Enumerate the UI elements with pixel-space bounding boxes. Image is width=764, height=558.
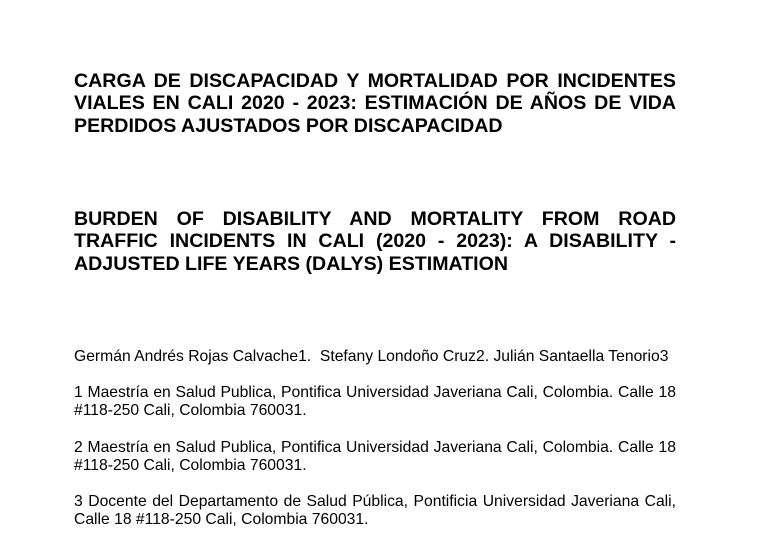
english-title-line-3: ADJUSTED LIFE YEARS (DALYS) ESTIMATION [74,252,509,275]
affiliation-3-line-1: 3 Docente del Departamento de Salud Pública, Pontificia Universidad Javeriana Cali, [74,493,676,510]
authors-line: Germán Andrés Rojas Calvache1. Stefany Londoño Cruz2. Julián Santaella Tenorio3 [74,348,669,365]
affiliation-2-line-2: #118-250 Cali, Colombia 760031. [74,456,307,474]
affiliation-2 [74,439,676,474]
affiliation-1-line-2: #118-250 Cali, Colombia 760031. [74,401,307,419]
english-title-line-1: BURDEN OF DISABILITY AND MORTALITY FROM ROAD [74,208,676,230]
affiliation-3 [74,493,676,528]
affiliation-3-line-2: Calle 18 #118-250 Cali, Colombia 760031. [74,510,369,528]
spanish-title-line-1: CARGA DE DISCAPACIDAD Y MORTALIDAD POR INCIDENTES [74,70,676,92]
affiliation-2-line-1: 2 Maestría en Salud Publica, Pontifica Universidad Javeriana Cali, Colombia. Calle 18 [74,439,676,456]
affiliation-1 [74,384,676,419]
authors-paragraph [74,348,676,366]
affiliation-1-line-1: 1 Maestría en Salud Publica, Pontifica Universidad Javeriana Cali, Colombia. Calle 18 [74,384,676,401]
english-title [74,208,676,275]
english-title-line-2: TRAFFIC INCIDENTS IN CALI (2020 - 2023): A DISABILITY - [74,230,676,253]
spanish-title-line-2: VIALES EN CALI 2020 - 2023: ESTIMACIÓN DE AÑOS DE VIDA [74,92,676,115]
spanish-title [74,70,676,137]
spanish-title-line-3: PERDIDOS AJUSTADOS POR DISCAPACIDAD [74,114,503,137]
